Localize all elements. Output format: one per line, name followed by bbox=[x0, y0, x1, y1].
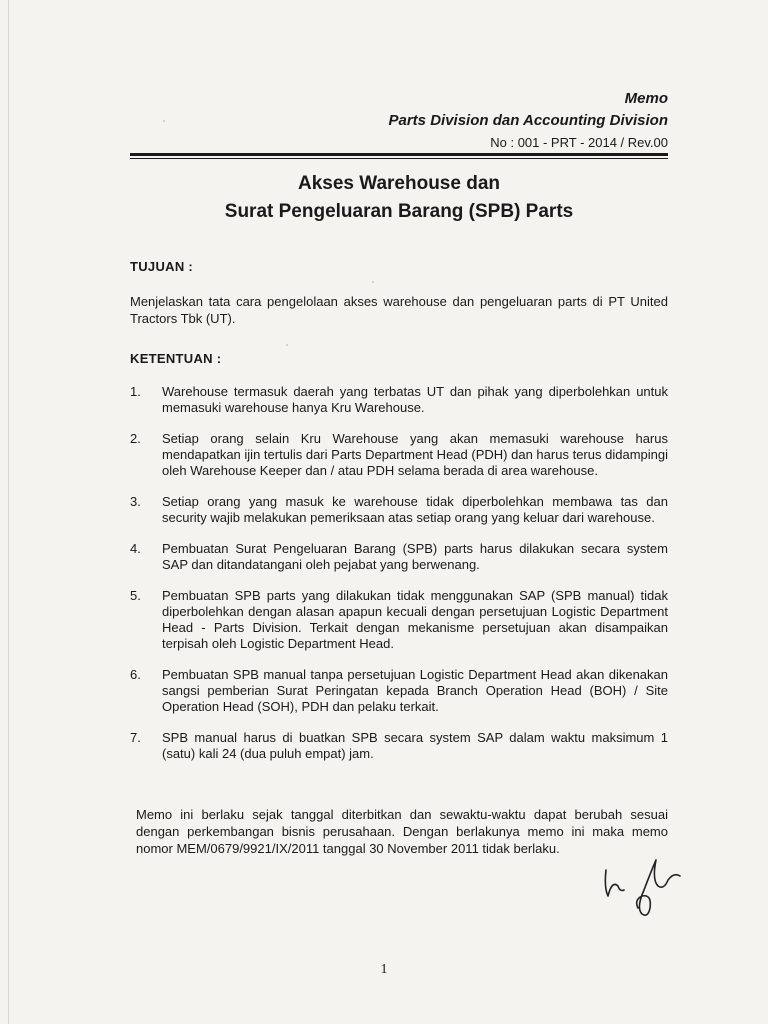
provision-item bbox=[130, 431, 668, 479]
provision-number: 3. bbox=[130, 494, 141, 509]
page-number: 1 bbox=[380, 962, 388, 977]
closing-paragraph: Memo ini berlaku sejak tanggal diterbitkan dan sewaktu-waktu dapat berubah sesuai dengan perkembangan bisnis perusahaan. Dengan berlakunya memo ini maka memo nomor MEM/0679/9921/IX/2011 tanggal 30 November 2011 tidak berlaku. bbox=[136, 807, 668, 856]
handwritten-signature bbox=[598, 850, 698, 920]
provision-item bbox=[130, 494, 668, 526]
provision-text: Pembuatan Surat Pengeluaran Barang (SPB) parts harus dilakukan secara system SAP dan ditandatangani oleh pejabat yang berwenang. bbox=[162, 541, 668, 572]
provision-text: SPB manual harus di buatkan SPB secara system SAP dalam waktu maksimum 1 (satu) kali 24 (dua puluh empat) jam. bbox=[162, 730, 668, 761]
memo-division: Parts Division dan Accounting Division bbox=[388, 112, 668, 129]
purpose-text: Menjelaskan tata cara pengelolaan akses warehouse dan pengeluaran parts di PT United Tractors Tbk (UT). bbox=[130, 294, 668, 326]
title-line-2: Surat Pengeluaran Barang (SPB) Parts bbox=[224, 201, 574, 222]
provision-text: Pembuatan SPB parts yang dilakukan tidak menggunakan SAP (SPB manual) tidak diperbolehkan dengan alasan apapun kecuali dengan persetujuan Logistic Department Head - Parts Division. Terkait dengan mekanisme persetujuan akan disampaikan terpisah oleh Logistic Department Head. bbox=[162, 588, 668, 651]
header-rule-thin bbox=[130, 158, 668, 159]
page-edge bbox=[8, 0, 9, 1024]
provision-item bbox=[130, 667, 668, 715]
memo-header bbox=[389, 88, 669, 152]
scan-speck bbox=[286, 344, 288, 346]
provision-text: Setiap orang yang masuk ke warehouse tidak diperbolehkan membawa tas dan security wajib melakukan pemeriksaan atas setiap orang yang keluar dari warehouse. bbox=[162, 494, 668, 525]
provision-number: 7. bbox=[130, 730, 141, 745]
title-line-1: Akses Warehouse dan bbox=[297, 173, 501, 194]
provision-number: 1. bbox=[130, 384, 141, 399]
scan-speck bbox=[372, 281, 374, 283]
memo-number: No : 001 - PRT - 2014 / Rev.00 bbox=[490, 135, 668, 150]
provision-item bbox=[130, 541, 668, 573]
document-title bbox=[130, 170, 668, 226]
scan-speck bbox=[163, 120, 165, 122]
header-rule-thick bbox=[130, 153, 668, 156]
provision-number: 5. bbox=[130, 588, 141, 603]
provision-text: Setiap orang selain Kru Warehouse yang akan memasuki warehouse harus mendapatkan ijin tertulis dari Parts Department Head (PDH) dan harus terus didampingi oleh Warehouse Keeper dan / atau PDH selama berada di area warehouse. bbox=[162, 431, 668, 478]
provision-number: 4. bbox=[130, 541, 141, 556]
provision-item bbox=[130, 384, 668, 416]
provision-number: 2. bbox=[130, 431, 141, 446]
provisions-heading: KETENTUAN : bbox=[130, 351, 222, 366]
provision-item bbox=[130, 730, 668, 762]
provisions-list bbox=[130, 384, 668, 777]
memo-label: Memo bbox=[624, 90, 668, 107]
provision-text: Warehouse termasuk daerah yang terbatas UT dan pihak yang diperbolehkan untuk memasuki warehouse hanya Kru Warehouse. bbox=[162, 384, 668, 415]
provision-number: 6. bbox=[130, 667, 141, 682]
provision-item bbox=[130, 588, 668, 652]
purpose-heading: TUJUAN : bbox=[130, 259, 194, 274]
provision-text: Pembuatan SPB manual tanpa persetujuan Logistic Department Head akan dikenakan sangsi pemberian Surat Peringatan kepada Branch Operation Head (BOH) / Site Operation Head (SOH), PDH dan pelaku terkait. bbox=[162, 667, 668, 714]
